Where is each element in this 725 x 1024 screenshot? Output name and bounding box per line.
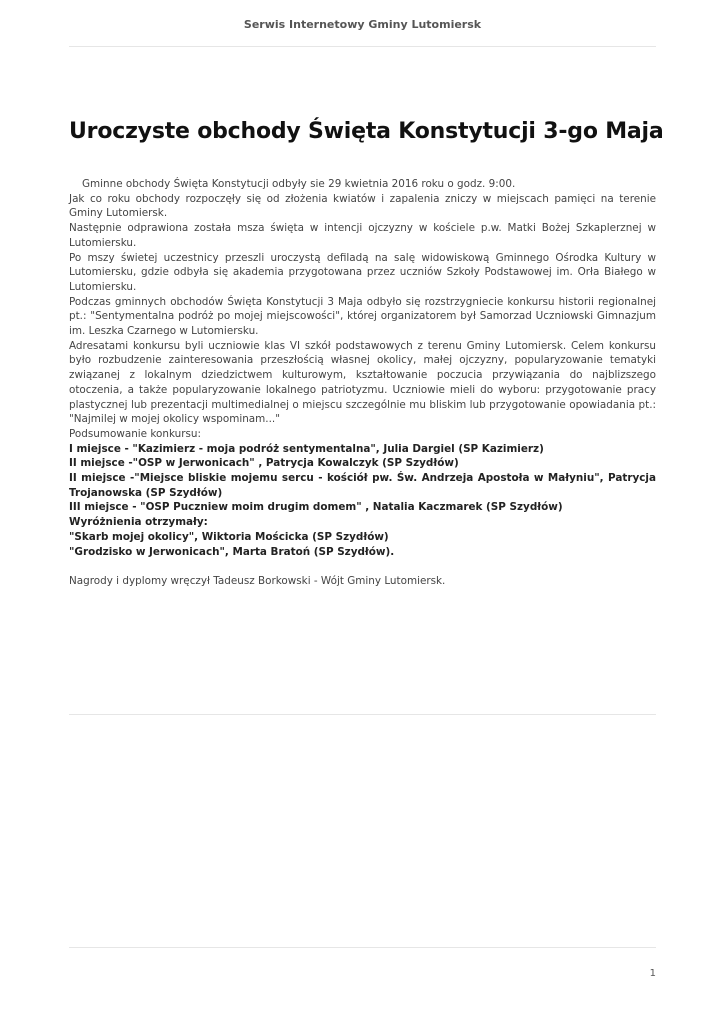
closing-paragraph: Nagrody i dyplomy wręczył Tadeusz Borkowski - Wójt Gminy Lutomiersk. (69, 575, 446, 588)
result-second-place: II miejsce -"OSP w Jerwonicach" , Patrycja Kowalczyk (SP Szydłów) (69, 457, 459, 470)
article-paragraph: Jak co roku obchody rozpoczęły się od złożenia kwiatów i zapalenia zniczy w miejscach pamięci na terenie Gminy Lutomiersk. (69, 192, 656, 220)
content-divider (69, 714, 656, 715)
honorable-mention: "Skarb mojej okolicy", Wiktoria Mościcka (SP Szydłów) (69, 530, 389, 543)
article-body (69, 177, 656, 589)
article-paragraph: Adresatami konkursu byli uczniowie klas VI szkół podstawowych z terenu Gminy Lutomiersk. Celem konkursu było rozbudzenie zainteresowania przeszłością własnej okolicy, małej ojczyzny, popularyzowanie tematyki związanej z lokalnym dziedzictwem kulturowym, kształtowanie poczucia przywiązania do najblizszego otoczenia, a także popularyzowanie lokalnego patriotyzmu. Uczniowie mieli do wyboru: przygotowanie pracy plastycznej lub prezentacji multimedialnej o miejscu szczególnie mu bliskim lub przygotowanie opowiadania pt.: "Najmilej w mojej okolicy wspominam..." (69, 339, 656, 426)
page-number: 1 (649, 968, 656, 979)
article-paragraph: Po mszy świetej uczestnicy przeszli uroczystą defiladą na salę widowiskową Gminnego Ośrodka Kultury w Lutomiersku, gdzie odbyła się akademia przygotowana przez uczniów Szkoły Podstawowej im. Orła Białego w Lutomiersku. (69, 251, 656, 293)
site-header: Serwis Internetowy Gminy Lutomiersk (243, 18, 482, 31)
result-third-place: III miejsce - "OSP Puczniew moim drugim domem" , Natalia Kaczmarek (SP Szydłów) (69, 501, 563, 514)
article-paragraph: Następnie odprawiona została msza święta w intencji ojczyzny w kościele p.w. Matki Bożej Szkaplerznej w Lutomiersku. (69, 222, 656, 249)
result-second-place: II miejsce -"Miejsce bliskie mojemu sercu - kościół pw. Św. Andrzeja Apostoła w Małyniu", Patrycja Trojanowska (SP Szydłów) (69, 472, 656, 499)
header-divider (69, 46, 656, 47)
results-heading: Podsumowanie konkursu: (69, 427, 202, 440)
article-paragraph: Gminne obchody Święta Konstytucji odbyły sie 29 kwietnia 2016 roku o godz. 9:00. (82, 178, 516, 190)
honorable-mention: "Grodzisko w Jerwonicach", Marta Bratoń (SP Szydłów). (69, 545, 395, 558)
honorable-mentions-heading: Wyróżnienia otrzymały: (69, 516, 208, 529)
article-title: Uroczyste obchody Święta Konstytucji 3-go Maja (69, 119, 664, 144)
footer-divider (69, 947, 656, 948)
result-first-place: I miejsce - "Kazimierz - moja podróż sentymentalna", Julia Dargiel (SP Kazimierz) (69, 442, 544, 455)
article-paragraph: Podczas gminnych obchodów Święta Konstytucji 3 Maja odbyło się rozstrzygniecie konkursu historii regionalnej pt.: "Sentymentalna podróż po mojej miejscowości", której organizatorem był Samorzad Uczniowski Gimnazjum im. Leszka Czarnego w Lutomiersku. (69, 295, 656, 338)
